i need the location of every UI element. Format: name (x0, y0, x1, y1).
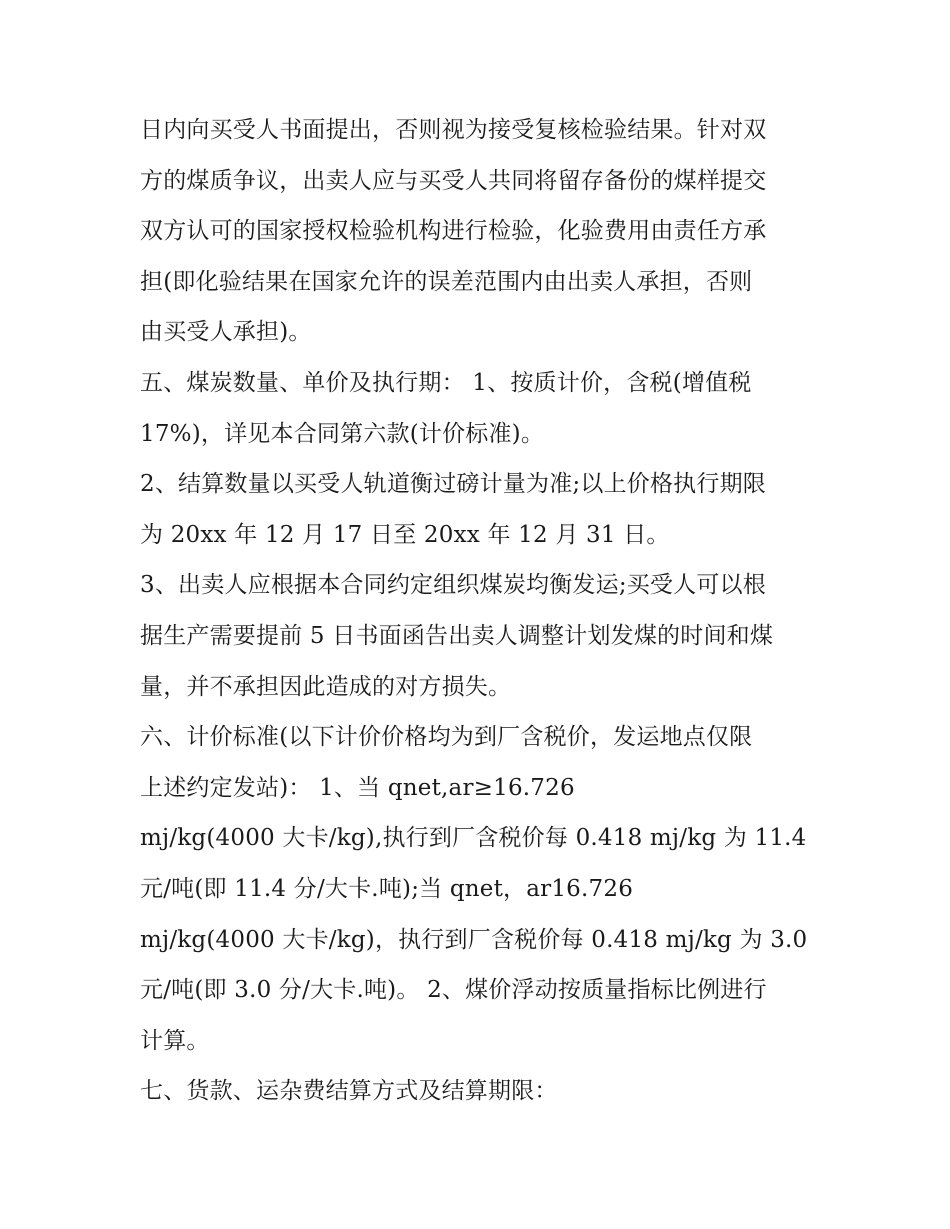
text-line: 3、出卖人应根据本合同约定组织煤炭均衡发运;买受人可以根 (140, 572, 766, 599)
text-line: mj/kg(4000 大卡/kg)，执行到厂含税价每 0.418 mj/kg 为 3.0 (140, 926, 808, 953)
text-line: mj/kg(4000 大卡/kg),执行到厂含税价每 0.418 mj/kg 为 11.4 (140, 825, 807, 852)
text-line: 为 20xx 年 12 月 17 日至 20xx 年 12 月 31 日。 (140, 521, 670, 548)
text-line: 2、结算数量以买受人轨道衡过磅计量为准;以上价格执行期限 (140, 471, 766, 498)
text-line: 据生产需要提前 5 日书面函告出卖人调整计划发煤的时间和煤 (140, 622, 774, 649)
text-line: 元/吨(即 11.4 分/大卡.吨);当 qnet，ar16.726 (140, 875, 634, 902)
text-line: 上述约定发站)： 1、当 qnet,ar≥16.726 (140, 774, 575, 801)
text-line: 17%)，详见本合同第六款(计价标准)。 (140, 420, 545, 447)
text-line: 由买受人承担)。 (140, 319, 312, 346)
section-heading-line: 六、计价标准(以下计价价格均为到厂含税价，发运地点仅限 (140, 724, 753, 751)
text-line: 担(即化验结果在国家允许的误差范围内由出卖人承担，否则 (140, 268, 753, 295)
text-line: 双方认可的国家授权检验机构进行检验，化验费用由责任方承 (140, 218, 767, 245)
text-line: 日内向买受人书面提出，否则视为接受复核检验结果。针对双 (140, 117, 767, 143)
text-line: 量，并不承担因此造成的对方损失。 (140, 673, 512, 700)
text-line: 方的煤质争议，出卖人应与买受人共同将留存备份的煤样提交 (140, 167, 767, 194)
text-line: 计算。 (140, 1027, 210, 1054)
document-body (140, 105, 830, 1117)
text-line: 元/吨(即 3.0 分/大卡.吨)。 2、煤价浮动按质量指标比例进行 (140, 977, 767, 1004)
section-heading-line: 七、货款、运杂费结算方式及结算期限： (140, 1078, 558, 1105)
section-heading-line: 五、煤炭数量、单价及执行期： 1、按质计价，含税(增值税 (140, 369, 752, 396)
